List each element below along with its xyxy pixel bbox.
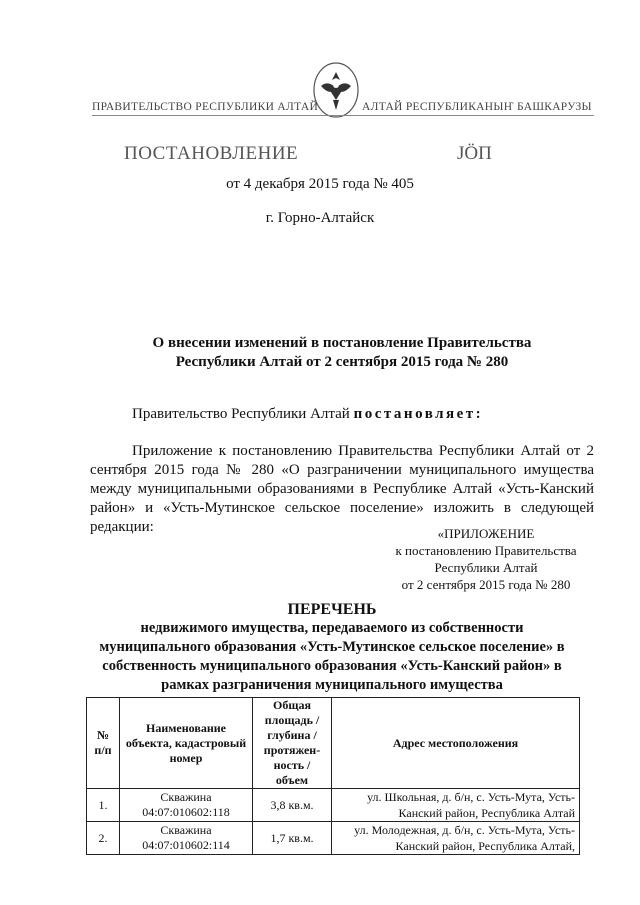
table-row	[87, 822, 580, 855]
row-address-2: Канский район, Республика Алтай,	[395, 839, 575, 853]
date-line: от 4 декабря 2015 года № 405	[226, 176, 414, 192]
list-sub-1: недвижимого имущества, передаваемого из собственности	[140, 620, 524, 636]
paragraph-1: Приложение к постановлению Правительства Республики Алтай от 2 сентября 2015 года № 280 «О разграничении муниципального имущества между муниципальными образованиями в Республике Алтай «Усть-Канский район» и «Усть-Мутинское сельское поселение» изложить в следующей редакции:	[90, 443, 594, 535]
table-row	[87, 789, 580, 822]
list-sub-4: рамках разграничения муниципального имущества	[161, 677, 503, 693]
appendix-line-4: от 2 сентября 2015 года № 280	[401, 577, 571, 592]
header-right-text: АЛТАЙ РЕСПУБЛИКАНЫҤ БАШКАРУЗЫ	[362, 101, 592, 113]
row-area: 3,8 кв.м.	[253, 789, 332, 822]
doc-type-ru: ПОСТАНОВЛЕНИЕ	[124, 143, 299, 164]
list-title: ПЕРЕЧЕНЬ	[287, 601, 377, 618]
list-sub-2: муниципального образования «Усть-Мутинское сельское поселение» в	[99, 639, 565, 655]
row-address-cell	[332, 789, 580, 822]
decree-intro: Правительство Республики Алтай	[132, 406, 354, 422]
title-line-1: О внесении изменений в постановление Правительства	[152, 335, 532, 351]
row-address-1: ул. Молодежная, д. б/н, с. Усть-Мута, Усть-	[354, 823, 575, 837]
city-line: г. Горно-Алтайск	[265, 210, 375, 226]
row-num: 2.	[87, 822, 120, 855]
row-name-cell	[120, 789, 253, 822]
row-name: Скважина	[160, 823, 212, 837]
row-address-1: ул. Школьная, д. б/н, с. Усть-Мута, Усть-	[367, 790, 575, 804]
coat-of-arms-emblem	[311, 60, 361, 120]
row-area: 1,7 кв.м.	[253, 822, 332, 855]
decree-line	[132, 405, 483, 424]
row-num: 1.	[87, 789, 120, 822]
row-name: Скважина	[160, 790, 212, 804]
row-address-cell	[332, 822, 580, 855]
appendix-line-1: «ПРИЛОЖЕНИЕ	[437, 526, 535, 541]
header-num: № п/п	[87, 698, 120, 789]
row-cadastre: 04:07:010602:118	[142, 805, 230, 819]
header-left-text: ПРАВИТЕЛЬСТВО РЕСПУБЛИКИ АЛТАЙ	[92, 101, 319, 113]
decree-word: постановляет:	[353, 406, 484, 422]
header-address: Адрес местоположения	[332, 698, 580, 789]
header-area: Общая площадь / глубина / протяжен-ность / объем	[253, 698, 332, 789]
appendix-line-3: Республики Алтай	[434, 560, 538, 575]
property-table	[86, 697, 580, 855]
row-name-cell	[120, 822, 253, 855]
header-divider	[92, 115, 594, 116]
doc-type-alt: JÖП	[457, 143, 492, 164]
row-address-2: Канский район, Республика Алтай	[398, 806, 575, 820]
appendix-line-2: к постановлению Правительства	[395, 543, 577, 558]
row-cadastre: 04:07:010602:114	[142, 838, 230, 852]
title-line-2: Республики Алтай от 2 сентября 2015 года № 280	[175, 354, 509, 370]
list-sub-3: собственность муниципального образования «Усть-Канский район» в	[102, 658, 562, 674]
header-name: Наименование объекта, кадастровый номер	[120, 698, 253, 789]
table-header-row	[87, 698, 580, 789]
